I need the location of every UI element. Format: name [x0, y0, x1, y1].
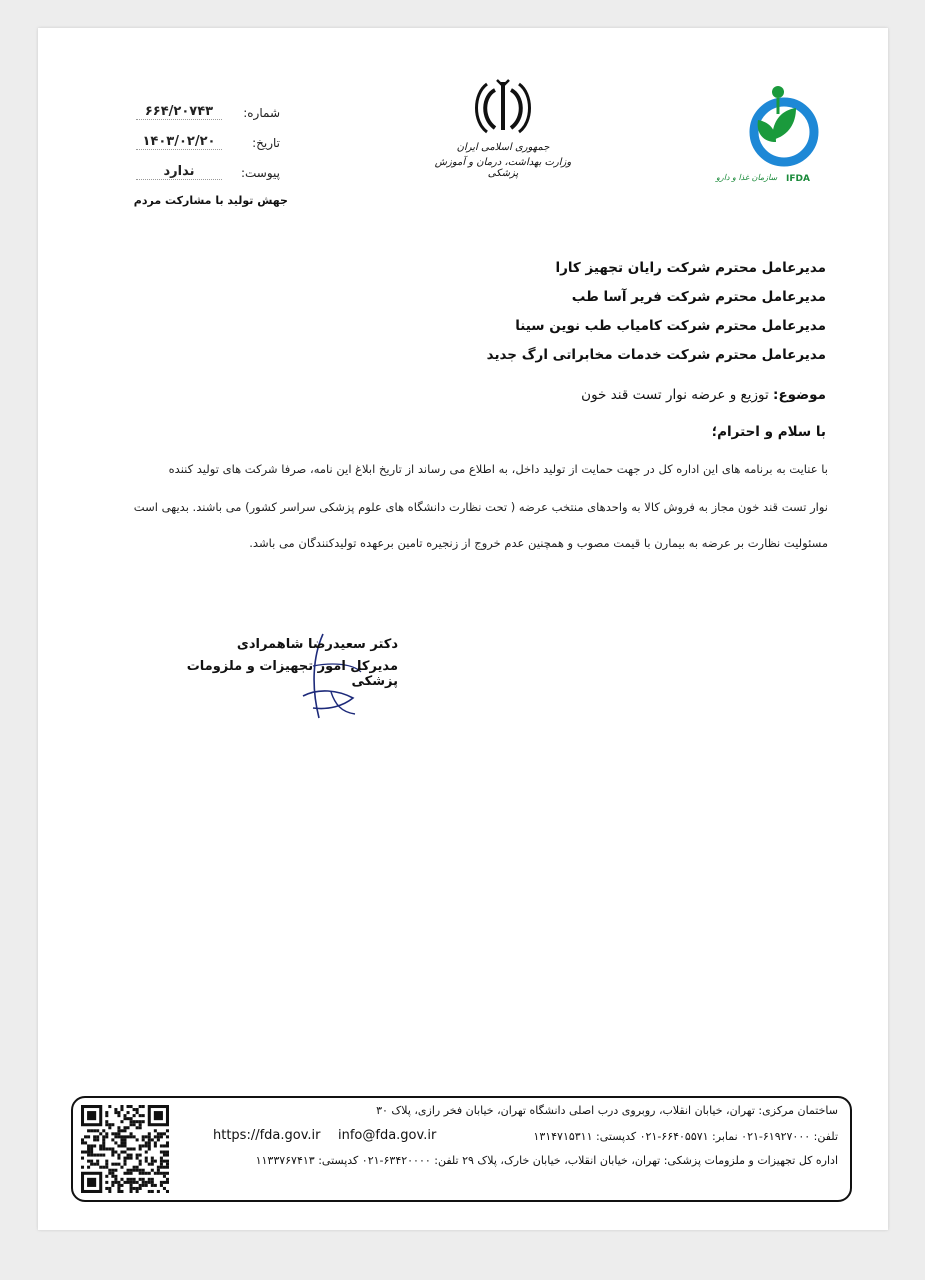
recipient-3: مدیرعامل محترم شرکت کامیاب طب نوین سینا — [515, 318, 826, 334]
footer-department-address: اداره کل تجهیزات و ملزومات پزشکی: تهران، خیابان انقلاب، خیابان خارک، پلاک ۲۹ تلفن: ۶۳۴۲۰۰۰۰-۰۲۱ کدپستی: ۱۱۳۳۷۶۷۴۱۳ — [255, 1154, 838, 1167]
emblem-icon — [471, 78, 535, 136]
letter-footer — [71, 1096, 852, 1202]
ifda-caption-en: IFDA — [786, 174, 810, 184]
recipient-2: مدیرعامل محترم شرکت فریر آسا طب — [571, 289, 826, 305]
body-line-3: مسئولیت نظارت بر عرضه به بیمارن با قیمت مصوب و همچنین عدم خروج از زنجیره تامین برعهده تولیدکنندگان می باشد. — [249, 536, 828, 550]
footer-website-link[interactable]: https://fda.gov.ir — [213, 1128, 321, 1143]
letter-page: شماره: ۶۶۴/۲۰۷۴۳ تاریخ: ۱۴۰۳/۰۲/۲۰ پیوست: ندارد جهش تولید با مشارکت مردم جمهوری اسلامی ایران وزارت بهداشت، درمان و آموزش پزشکی سازمان غذا و دارو IFDA مدیرعامل محترم شرکت رایان تجهیز کارا مدیرعامل محترم شرکت فریر آسا طب مدیرعامل محترم شرکت کامیاب طب نوین سینا مدیرعامل محترم شرکت خدمات مخابراتی ارگ جدید موضوع: توزیع و عرضه نوار تست قند خون با سلام و احترام؛ با عنایت به برنامه های این اداره کل در جهت حمایت از تولید داخل، به اطلاع می رساند از تاریخ ابلاغ این نامه، صرفا شرکت های تولید کننده نوار تست قند خون مجاز به فروش کالا به واحدهای منتخب عرضه ( تحت نظارت دانشگاه های علوم پزشکی سراسر کشور) می باشند. بدیهی است مسئولیت نظارت بر عرضه به بیمارن با قیمت مصوب و همچنین عدم خروج از زنجیره تامین برعهده تولیدکنندگان می باشد. دکتر سعیدرضا شاهمرادی مدیرکل امور تجهیزات و ملزومات پزشکی ساختمان مرکزی: تهران، خیابان انقلاب، روبروی درب اصلی دانشگاه تهران، خیابان فخر رازی، پلاک ۳۰ تلفن: ۶۱۹۲۷۰۰۰-۰۲۱ نمابر: ۶۶۴۰۵۵۷۱-۰۲۱ کدپستی: ۱۳۱۴۷۱۵۳۱۱ info@fda.gov.ir https://fda.gov.ir اداره کل تجهیزات و ملزومات پزشکی: تهران، خیابان انقلاب، خیابان خارک، پلاک ۲۹ تلفن: ۶۳۴۲۰۰۰۰-۰۲۱ کدپستی: ۱۱۳۳۷۶۷۴۱۳ — [38, 28, 888, 1230]
subject-line — [581, 387, 826, 403]
recipient-4: مدیرعامل محترم شرکت خدمات مخابراتی ارگ جدید — [486, 347, 826, 363]
qr-code-icon — [81, 1105, 169, 1193]
ifda-logo-icon — [716, 80, 836, 175]
footer-central-address: ساختمان مرکزی: تهران، خیابان انقلاب، روبروی درب اصلی دانشگاه تهران، خیابان فخر رازی، پلاک ۳۰ — [376, 1104, 838, 1117]
subject-text: توزیع و عرضه نوار تست قند خون — [581, 387, 769, 403]
emblem-country: جمهوری اسلامی ایران — [456, 142, 550, 153]
greeting: با سلام و احترام؛ — [711, 424, 826, 440]
signatory-name: دکتر سعیدرضا شاهمرادی — [236, 637, 398, 652]
ifda-caption-fa: سازمان غذا و دارو — [716, 173, 778, 182]
body-line-2: نوار تست قند خون مجاز به فروش کالا به واحدهای منتخب عرضه ( تحت نظارت دانشگاه های علوم پزشکی سراسر کشور) می باشند. بدیهی است — [133, 500, 828, 514]
subject-label: موضوع: — [773, 387, 826, 403]
slogan: جهش تولید با مشارکت مردم — [133, 194, 288, 207]
body-line-1: با عنایت به برنامه های این اداره کل در جهت حمایت از تولید داخل، به اطلاع می رساند از تاریخ ابلاغ این نامه، صرفا شرکت های تولید کننده — [168, 462, 828, 476]
signatory-title: مدیرکل امور تجهیزات و ملزومات پزشکی — [186, 659, 398, 689]
footer-phones: تلفن: ۶۱۹۲۷۰۰۰-۰۲۱ نمابر: ۶۶۴۰۵۵۷۱-۰۲۱ کدپستی: ۱۳۱۴۷۱۵۳۱۱ — [533, 1130, 838, 1143]
footer-email-link[interactable]: info@fda.gov.ir — [338, 1128, 437, 1143]
emblem-ministry: وزارت بهداشت، درمان و آموزش پزشکی — [434, 157, 572, 179]
ifda-logo — [716, 80, 836, 190]
iran-emblem — [433, 78, 573, 179]
recipient-1: مدیرعامل محترم شرکت رایان تجهیز کارا — [555, 260, 826, 276]
